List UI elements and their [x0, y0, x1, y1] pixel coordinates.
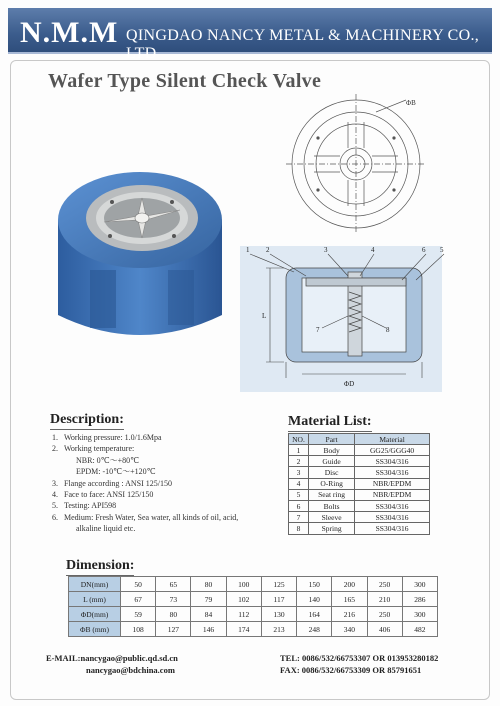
material-cell: Body	[309, 445, 355, 456]
dimension-table	[68, 576, 438, 637]
material-cell: Seat ring	[309, 489, 355, 500]
dimension-cell: 130	[261, 607, 296, 622]
dimension-row-label: ΦD(mm)	[69, 607, 121, 622]
description-item-text: Flange according : ANSI 125/150	[64, 478, 172, 488]
description-item-number: 2.	[52, 444, 58, 454]
description-item	[52, 512, 282, 523]
material-cell: SS304/316	[355, 512, 430, 523]
description-item	[52, 523, 282, 534]
description-item-text: Medium: Fresh Water, Sea water, all kinds of oil, acid,	[64, 512, 239, 522]
description-heading: Description:	[50, 412, 124, 427]
dimension-cell: 150	[297, 577, 332, 592]
description-item-text: NBR: 0℃～+80℃	[76, 455, 140, 465]
fax-line: FAX: 0086/532/66753309 OR 85791651	[280, 665, 422, 675]
callout-4: 4	[371, 246, 375, 254]
material-cell: Sleeve	[309, 512, 355, 523]
dimension-cell: 80	[156, 607, 191, 622]
callout-6: 6	[422, 246, 426, 254]
dimension-cell: 406	[367, 622, 402, 637]
material-cell: 7	[289, 512, 309, 523]
material-cell: 3	[289, 467, 309, 478]
brand-logo: N.M.M	[20, 16, 119, 49]
material-cell: Bolts	[309, 500, 355, 511]
material-cell: NBR/EPDM	[355, 478, 430, 489]
dimension-cell: 248	[297, 622, 332, 637]
description-item-text: Working pressure: 1.0/1.6Mpa	[64, 433, 162, 442]
dimension-heading: Dimension:	[66, 558, 135, 573]
dimension-row-label: ΦB (mm)	[69, 622, 121, 637]
company-name: QINGDAO NANCY METAL & MACHINERY CO., LTD	[126, 27, 480, 62]
material-cell: SS304/316	[355, 500, 430, 511]
callout-3: 3	[324, 246, 328, 254]
material-cell: NBR/EPDM	[355, 489, 430, 500]
description-item	[52, 489, 282, 500]
description-item-number: 6.	[52, 512, 58, 522]
description-item	[52, 500, 282, 511]
description-item-number	[52, 523, 64, 534]
dimension-cell: 112	[226, 607, 261, 622]
material-cell: Spring	[309, 523, 355, 534]
material-row	[289, 489, 430, 500]
description-item-text: Face to face: ANSI 125/150	[64, 490, 154, 500]
description-item-text: alkaline liquid etc.	[76, 524, 136, 534]
material-cell: 6	[289, 500, 309, 511]
material-cell: GG25/GGG40	[355, 445, 430, 456]
material-cell: 5	[289, 489, 309, 500]
dimension-row	[69, 577, 438, 592]
dimension-cell: 340	[332, 622, 367, 637]
dimension-cell: 59	[121, 607, 156, 622]
dimension-cell: 80	[191, 577, 226, 592]
email-line-1: E-MAIL:nancygao@public.qd.sd.cn	[46, 653, 178, 663]
dimension-cell: 108	[121, 622, 156, 637]
dimension-cell: 213	[261, 622, 296, 637]
dimension-cell: 125	[261, 577, 296, 592]
product-title: Wafer Type Silent Check Valve	[48, 70, 322, 92]
dim-phiD-label: ΦD	[344, 380, 355, 388]
technical-drawing	[236, 92, 446, 402]
description-item	[52, 455, 282, 466]
dimension-cell: 300	[402, 607, 437, 622]
material-heading: Material List:	[288, 414, 372, 429]
dimension-cell: 300	[402, 577, 437, 592]
dimension-cell: 286	[402, 592, 437, 607]
description-item-number	[52, 455, 64, 466]
dimension-cell: 65	[156, 577, 191, 592]
material-row	[289, 478, 430, 489]
material-cell: O-Ring	[309, 478, 355, 489]
material-cell: SS304/316	[355, 523, 430, 534]
dimension-cell: 127	[156, 622, 191, 637]
material-header-cell: Part	[309, 434, 355, 445]
callout-7: 7	[316, 326, 320, 334]
dimension-cell: 140	[297, 592, 332, 607]
dimension-cell: 174	[226, 622, 261, 637]
dimension-cell: 79	[191, 592, 226, 607]
material-cell: 8	[289, 523, 309, 534]
dimension-cell: 164	[297, 607, 332, 622]
dimension-cell: 210	[367, 592, 402, 607]
description-item	[52, 478, 282, 489]
callout-2: 2	[266, 246, 270, 254]
description-item	[52, 443, 282, 454]
valve-photo	[50, 150, 230, 360]
dimension-row	[69, 622, 438, 637]
description-item-text: Testing: API598	[64, 501, 117, 511]
dimension-cell: 250	[367, 577, 402, 592]
dim-L-label: L	[262, 312, 267, 320]
dimension-row-label: DN(mm)	[69, 577, 121, 592]
material-cell: 4	[289, 478, 309, 489]
description-item-text: Working temperature:	[64, 444, 135, 454]
description-item-number	[52, 466, 64, 477]
callout-8: 8	[386, 326, 390, 334]
dim-phiB-label: ΦB	[406, 99, 416, 107]
dimension-cell: 84	[191, 607, 226, 622]
material-cell: Disc	[309, 467, 355, 478]
material-cell: 1	[289, 445, 309, 456]
dimension-cell: 146	[191, 622, 226, 637]
material-row	[289, 512, 430, 523]
email-line-2: nancygao@bdchina.com	[86, 665, 175, 675]
description-item	[52, 432, 282, 443]
material-cell: SS304/316	[355, 467, 430, 478]
dimension-cell: 102	[226, 592, 261, 607]
dimension-cell: 100	[226, 577, 261, 592]
description-item-number: 4.	[52, 490, 58, 500]
material-header-cell: NO.	[289, 434, 309, 445]
phone-block	[280, 652, 438, 676]
dimension-row-label: L (mm)	[69, 592, 121, 607]
dimension-cell: 250	[367, 607, 402, 622]
email-block	[46, 652, 178, 676]
description-item-number: 5.	[52, 501, 58, 511]
description-item-number: 1.	[52, 433, 58, 442]
material-row	[289, 456, 430, 467]
header-banner	[8, 8, 492, 62]
description-item	[52, 466, 282, 477]
dimension-cell: 117	[261, 592, 296, 607]
material-row	[289, 445, 430, 456]
dimension-row	[69, 592, 438, 607]
dimension-cell: 216	[332, 607, 367, 622]
material-row	[289, 467, 430, 478]
description-list	[52, 432, 282, 535]
dimension-row	[69, 607, 438, 622]
material-row	[289, 500, 430, 511]
dimension-cell: 165	[332, 592, 367, 607]
material-cell: Guide	[309, 456, 355, 467]
material-header-cell: Material	[355, 434, 430, 445]
tel-line: TEL: 0086/532/66753307 OR 013953280182	[280, 653, 439, 663]
dimension-cell: 67	[121, 592, 156, 607]
dimension-cell: 73	[156, 592, 191, 607]
description-item-text: EPDM: -10℃～+120℃	[76, 467, 156, 477]
dimension-cell: 200	[332, 577, 367, 592]
callout-1: 1	[246, 246, 250, 254]
dimension-cell: 482	[402, 622, 437, 637]
material-row	[289, 523, 430, 534]
description-item-number: 3.	[52, 478, 58, 488]
callout-5: 5	[440, 246, 444, 254]
material-cell: 2	[289, 456, 309, 467]
material-table	[288, 433, 430, 535]
dimension-cell: 50	[121, 577, 156, 592]
material-cell: SS304/316	[355, 456, 430, 467]
